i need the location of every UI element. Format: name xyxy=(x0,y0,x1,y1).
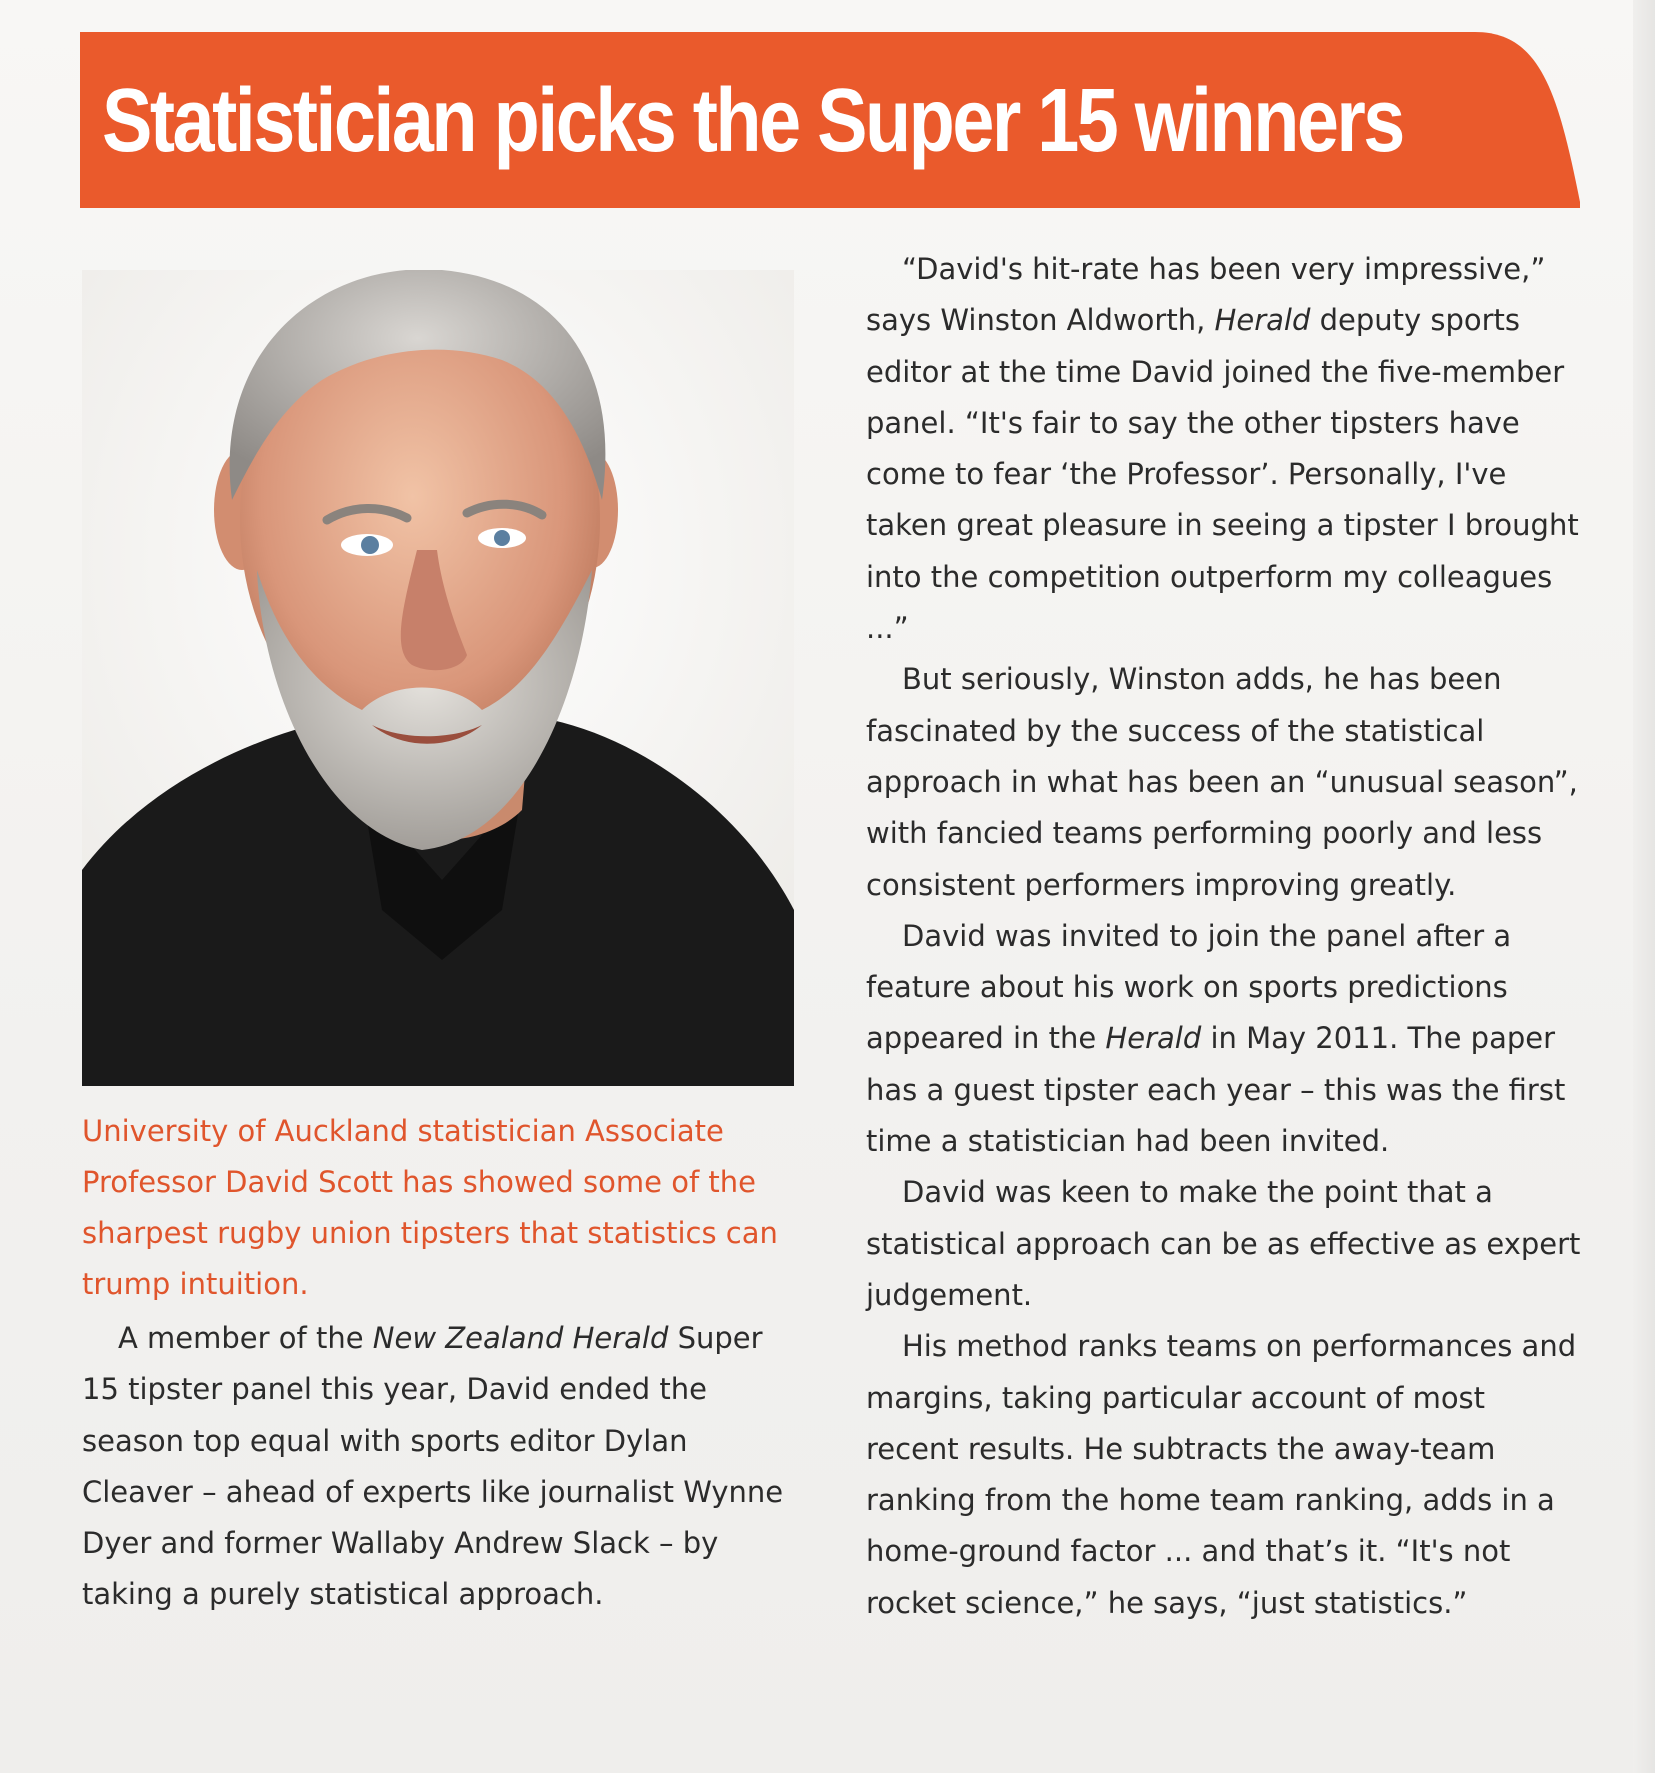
right-paragraph-2: But seriously, Winston adds, he has been fascinated by the success of the statistical approach in what has been an “unusual season”, with fancied teams performing poorly and less consistent performers improving greatly. xyxy=(866,662,1578,902)
right-p1-text-start: “David's hit-rate has been very impressive,” says Winston Aldworth, xyxy=(866,252,1546,338)
headline-title: Statistician picks the Super 15 winners xyxy=(102,71,1403,171)
left-paragraph-1 xyxy=(82,1313,804,1621)
right-paragraph-5: His method ranks teams on performances and margins, taking particular account of most recent results. He subtracts the away-team ranking from the home team ranking, adds in a home-ground factor ... and that’s it. “It's not rocket science,” he says, “just statistics.” xyxy=(866,1329,1577,1620)
right-paragraph-1 xyxy=(866,244,1586,654)
page-edge-shadow xyxy=(1633,0,1655,1773)
right-p3-text-start: David was invited to join the panel after a feature about his work on sports predictions appeared in the xyxy=(866,918,1512,1056)
right-paragraph-4: David was keen to make the point that a statistical approach can be as effective as expert judgement. xyxy=(866,1175,1581,1312)
portrait-illustration xyxy=(82,270,794,1086)
left-p1-publication-name: New Zealand Herald xyxy=(372,1321,669,1355)
left-p1-text-start: A member of the xyxy=(118,1321,373,1355)
right-p3-text-end: in May 2011. The paper has a guest tipster each year – this was the first time a statistician had been invited. xyxy=(866,1021,1566,1159)
right-p3-publication-name: Herald xyxy=(1105,1021,1202,1056)
right-p1-publication-name: Herald xyxy=(1214,303,1311,338)
headline-band xyxy=(80,32,1580,208)
right-p1-text-end: deputy sports editor at the time David joined the five-member panel. “It's fair to say the other tipsters have come to fear ‘the Professor’. Personally, I've taken great pleasure in seeing a tipster I brought into the competition outperform my colleagues ...” xyxy=(866,303,1579,646)
photo-caption: University of Auckland statistician Associate Professor David Scott has showed some of the sharpest rugby union tipsters that statistics can trump intuition. xyxy=(82,1114,778,1301)
left-p1-text-end: Super 15 tipster panel this year, David ended the season top equal with sports editor Dylan Cleaver – ahead of experts like journalist Wynne Dyer and former Wallaby Andrew Slack – by taking a purely statistical approach. xyxy=(82,1321,784,1612)
right-column-body xyxy=(866,244,1586,1629)
left-column-body xyxy=(82,1313,804,1621)
right-paragraph-3 xyxy=(866,911,1586,1167)
portrait-photo xyxy=(82,270,794,1086)
